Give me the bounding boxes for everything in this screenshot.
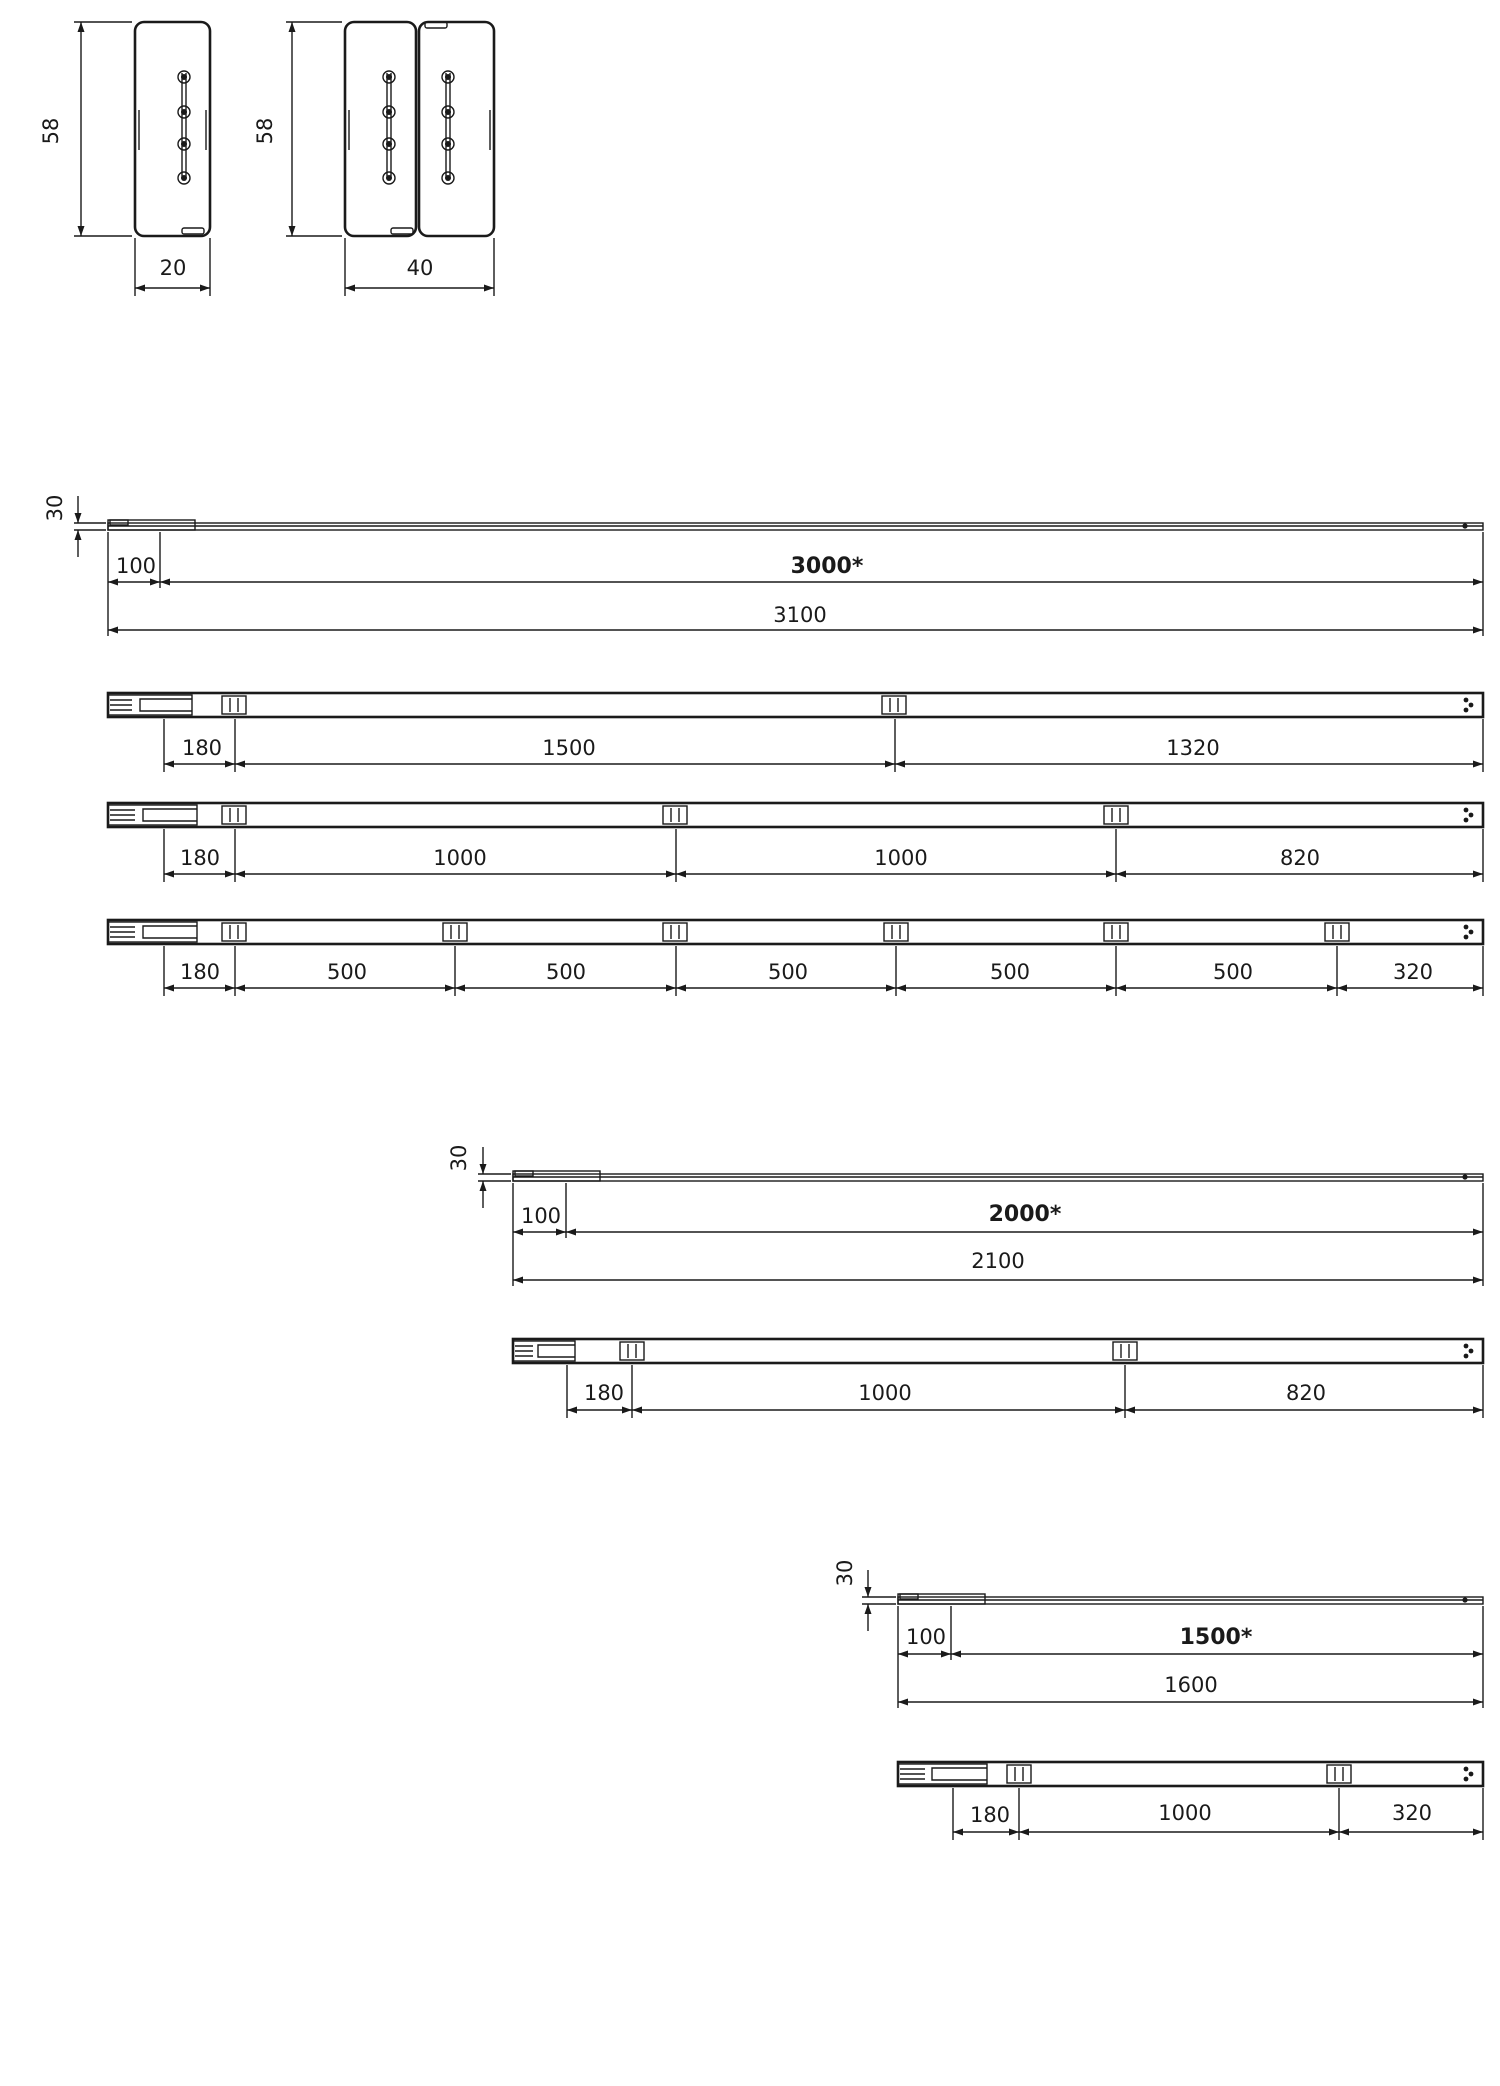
assembly-1500 [833,1560,1483,1840]
dim-label: 320 [1391,1801,1433,1825]
bar-3000-b [108,803,1483,882]
bar-3000-c [108,920,1483,996]
nominal-label-1500: 1500* [1179,1625,1253,1650]
end-connector [108,695,192,715]
bar-body [898,1762,1483,1786]
profile-double-right-outline [419,22,494,236]
joint-marker [884,923,908,941]
joint-marker [620,1342,644,1360]
side-profile-3000 [108,520,1483,530]
bar-body [513,1339,1483,1363]
dim-label: 500 [545,960,587,984]
profile-double [253,22,494,296]
dim-label: 500 [326,960,368,984]
side-profile-2000 [513,1171,1483,1181]
bar-3000-a [108,693,1483,772]
joint-marker [222,923,246,941]
dim-label: 820 [1279,846,1321,870]
dim-label: 180 [969,1803,1011,1827]
height-label-3000: 30 [43,494,67,522]
profile-double-width-label: 40 [406,256,434,280]
dim-label: 500 [767,960,809,984]
dim-label: 1000 [874,846,928,870]
profile-single-holes [178,71,190,184]
end-connector [108,805,197,825]
joint-marker [1327,1765,1351,1783]
offset-label-3000: 100 [115,554,157,578]
total-label-3000: 3100 [773,603,827,627]
joint-marker [1113,1342,1137,1360]
dim-label: 1320 [1166,736,1220,760]
profile-double-height-label: 58 [253,117,277,145]
dim-label: 320 [1392,960,1434,984]
joint-marker [1104,806,1128,824]
dim-label: 820 [1285,1381,1327,1405]
bar-body [108,920,1483,944]
offset-label-2000: 100 [520,1204,562,1228]
joint-marker [222,696,246,714]
side-profile-1500 [898,1594,1483,1604]
joint-marker [222,806,246,824]
total-label-1500: 1600 [1164,1673,1218,1697]
nominal-label-2000: 2000* [988,1202,1062,1227]
joint-marker [663,923,687,941]
bar-body [108,693,1483,717]
joint-marker [882,696,906,714]
height-label-1500: 30 [833,1559,857,1587]
dim-label: 1500 [542,736,596,760]
profile-single-height-label: 58 [39,117,63,145]
profile-double-left-outline [345,22,416,236]
joint-marker [443,923,467,941]
profile-single-width-label: 20 [159,256,187,280]
total-label-2000: 2100 [971,1249,1025,1273]
profile-single [39,22,210,296]
height-label-2000: 30 [447,1144,471,1172]
dim-label: 1000 [433,846,487,870]
offset-label-1500: 100 [905,1625,947,1649]
dim-label: 180 [179,960,221,984]
joint-marker [663,806,687,824]
dim-label: 500 [1212,960,1254,984]
dim-label: 1000 [1158,1801,1212,1825]
assembly-3000 [43,495,1483,996]
end-connector [513,1341,575,1361]
dim-label: 180 [179,846,221,870]
dim-label: 180 [583,1381,625,1405]
bar-body [108,803,1483,827]
dim-label: 500 [989,960,1031,984]
bar-1500-a [898,1762,1483,1840]
bar-2000-a [513,1339,1483,1418]
assembly-2000 [447,1145,1483,1418]
dim-label: 180 [181,736,223,760]
nominal-label-3000: 3000* [790,554,864,579]
dim-label: 1000 [858,1381,912,1405]
end-connector [108,922,197,942]
joint-marker [1104,923,1128,941]
joint-marker [1007,1765,1031,1783]
end-connector [898,1764,987,1784]
joint-marker [1325,923,1349,941]
profile-single-outline [135,22,210,236]
